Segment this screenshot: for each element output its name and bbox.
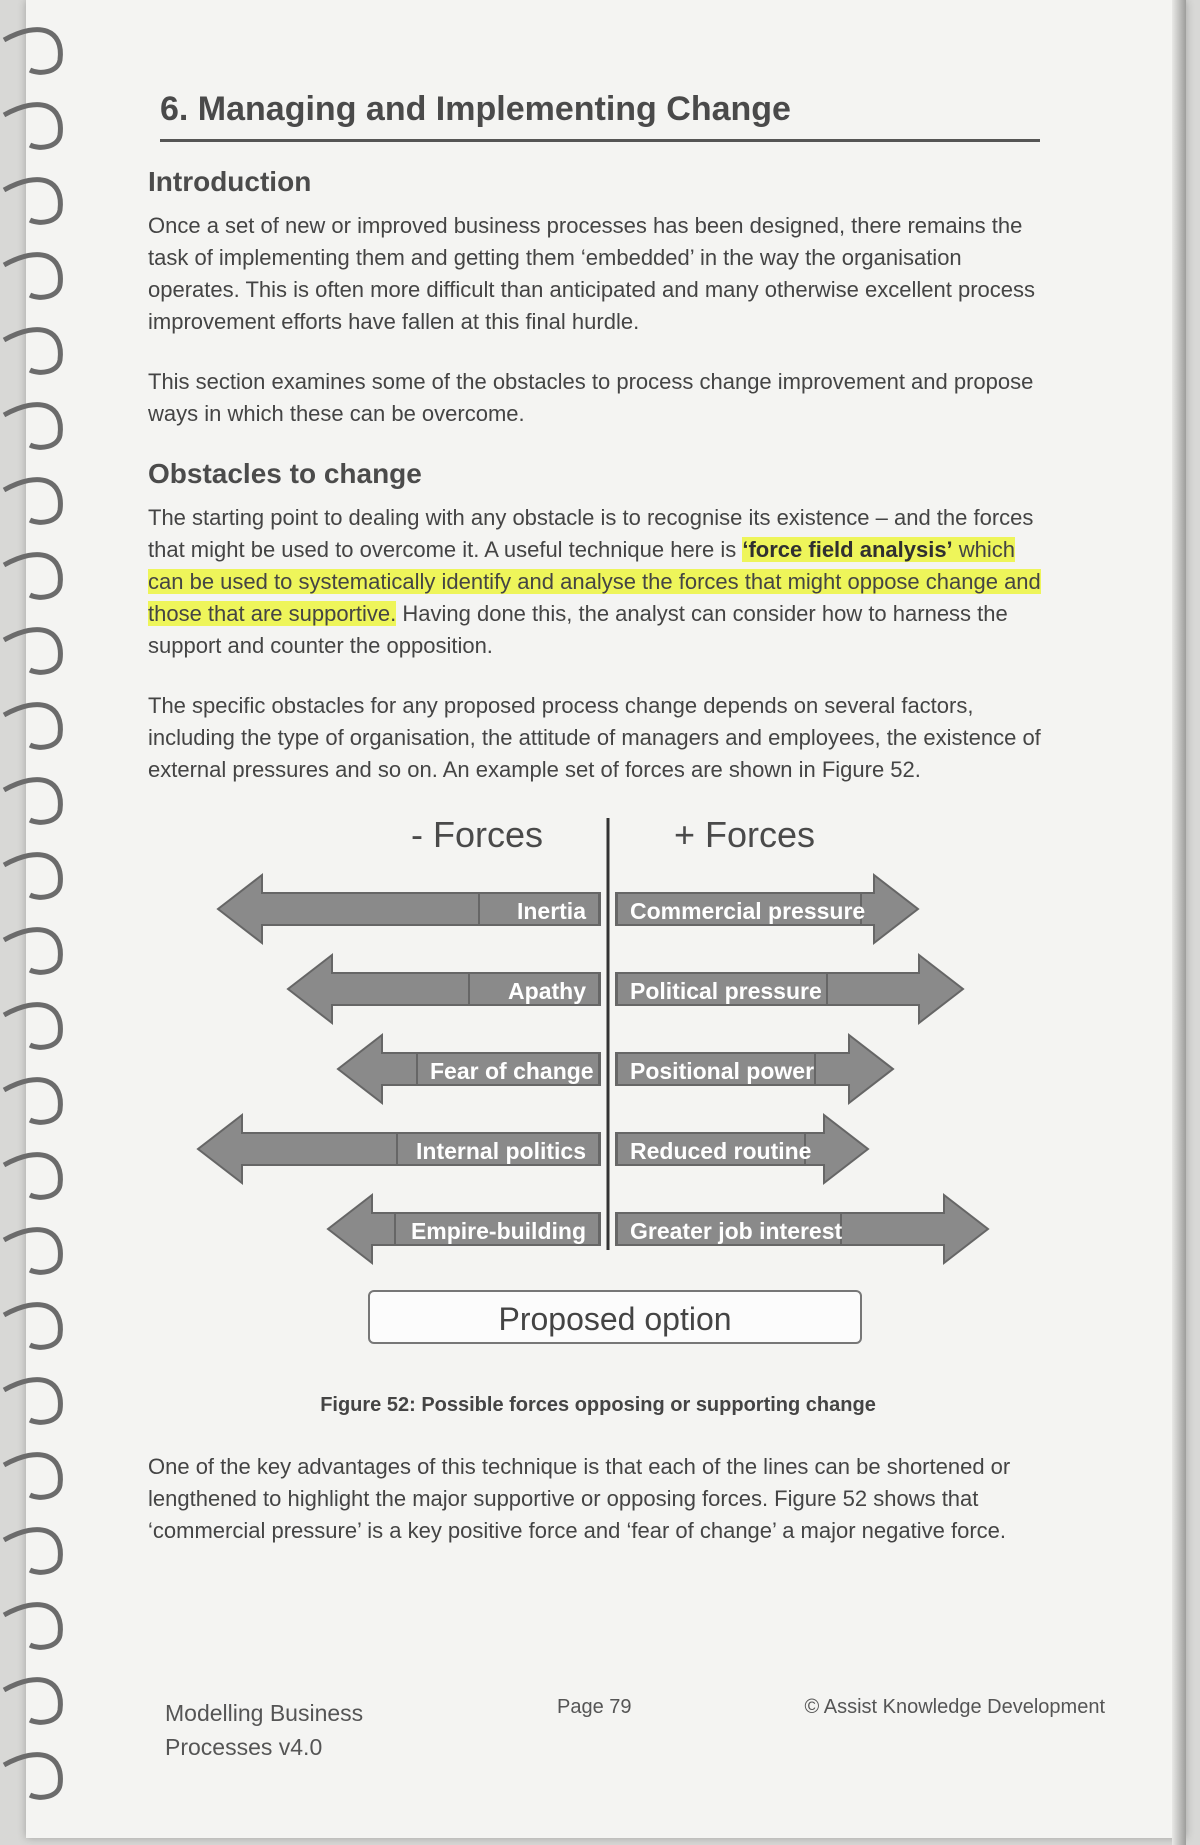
negative-force-label: Fear of change bbox=[416, 1052, 600, 1086]
positive-force-label: Reduced routine bbox=[616, 1132, 806, 1166]
force-field-figure bbox=[148, 814, 1048, 1394]
copyright: © Assist Knowledge Development bbox=[804, 1696, 1105, 1718]
figure-caption: Figure 52: Possible forces opposing or supporting change bbox=[320, 1394, 876, 1416]
proposed-option-box: Proposed option bbox=[368, 1290, 862, 1344]
obstacles-paragraph-1 bbox=[148, 502, 1048, 662]
positive-force-label: Greater job interest bbox=[616, 1212, 842, 1246]
negative-force-label: Internal politics bbox=[396, 1132, 600, 1166]
intro-paragraph-2: This section examines some of the obstacles to process change improvement and propose ways in which these can be overcome. bbox=[148, 369, 1034, 426]
page-edge bbox=[1172, 0, 1186, 1845]
footer-title-line: Modelling Business bbox=[165, 1700, 364, 1726]
negative-force-label: Apathy bbox=[468, 972, 600, 1006]
highlighted-term: ‘force field analysis’ bbox=[742, 537, 953, 562]
paragraph-text: The starting point to dealing with any obstacle is to recognise its existence – and the forces that might be used to overcome it. A useful technique here is bbox=[148, 505, 1034, 562]
footer-title-line: Processes v4.0 bbox=[165, 1734, 323, 1760]
paragraph-text: Having done this, the analyst can consider how to harness the support and counter the opposition. bbox=[148, 601, 1008, 658]
introduction-heading: Introduction bbox=[148, 166, 312, 197]
spiral-binding bbox=[0, 20, 80, 1830]
obstacles-paragraph-2: The specific obstacles for any proposed process change depends on several factors, including the type of organisation, the attitude of managers and employees, the existence of external pressures and so on. An example set of forces are shown in Figure 52. bbox=[148, 693, 1041, 782]
obstacles-heading: Obstacles to change bbox=[148, 458, 422, 489]
footer-title bbox=[165, 1696, 385, 1764]
negative-force-label: Inertia bbox=[478, 892, 600, 926]
page-number: Page 79 bbox=[557, 1696, 632, 1718]
title-rule bbox=[160, 139, 1040, 142]
positive-forces-heading: + Forces bbox=[674, 814, 816, 855]
negative-force-label: Empire-building bbox=[394, 1212, 600, 1246]
positive-force-label: Positional power bbox=[616, 1052, 816, 1086]
highlighted-text: which can be used to systematically identify and analyse the forces that might oppose change and those that are supportive. bbox=[148, 537, 1041, 626]
intro-paragraph-1: Once a set of new or improved business processes has been designed, there remains the task of implementing them and getting them ‘embedded’ in the way the organisation operates. This is often more difficult than anticipated and many otherwise excellent process improvement efforts have fallen at this final hurdle. bbox=[148, 213, 1036, 334]
closing-paragraph: One of the key advantages of this technique is that each of the lines can be shortened or lengthened to highlight the major supportive or opposing forces. Figure 52 shows that ‘commercial pressure’ is a key positive force and ‘fear of change’ a major negative force. bbox=[148, 1454, 1011, 1543]
chapter-title: 6. Managing and Implementing Change bbox=[160, 90, 791, 128]
page-content bbox=[148, 90, 1048, 1575]
positive-force-label: Political pressure bbox=[616, 972, 828, 1006]
positive-force-label: Commercial pressure bbox=[616, 892, 862, 926]
negative-forces-heading: - Forces bbox=[411, 814, 544, 855]
